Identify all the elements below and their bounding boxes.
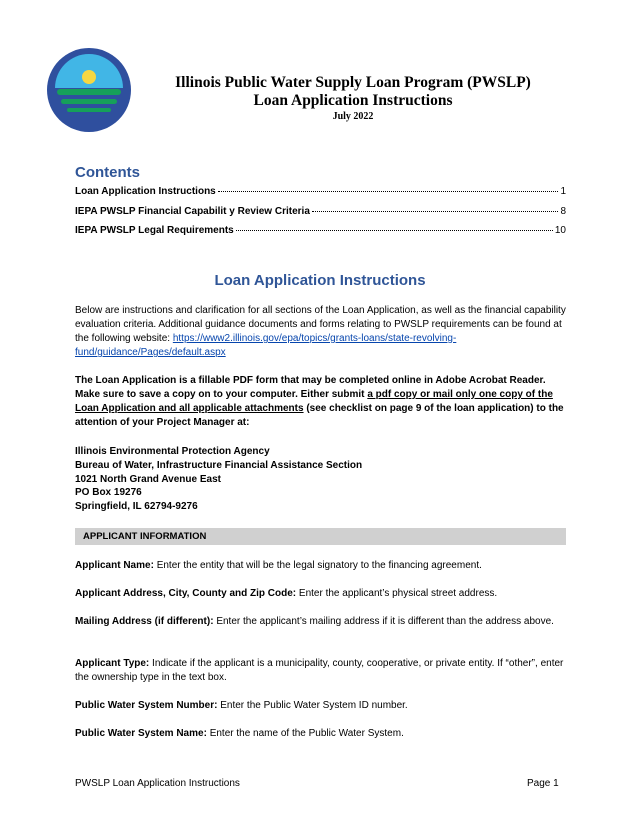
field-label: Public Water System Name:	[75, 728, 207, 739]
field-applicant-address	[75, 587, 566, 601]
toc-label: Loan Application Instructions	[75, 186, 216, 197]
address-line-city: Springfield, IL 62794-9276	[75, 501, 198, 513]
guidance-link[interactable]: https://www2.illinois.gov/epa/topics/grants-loans/state-revolving-fund/guidance/Pages/default.aspx	[75, 333, 457, 358]
submission-text-1: The Loan Application is a fillable PDF form that may be completed online in Adobe Acrobat Reader. Make sure to save a copy on to your computer. Either submit	[75, 375, 546, 400]
intro-paragraph	[75, 304, 566, 360]
intro-text: Below are instructions and clarification for all sections of the Loan Application, as well as the financial capability evaluation criteria. Additional guidance documents and forms relating to PWSLP requirements can be found at the following website:	[75, 305, 566, 344]
toc-leader	[218, 191, 559, 192]
document-title	[140, 74, 566, 123]
submission-paragraph	[75, 374, 566, 430]
toc-page: 10	[554, 225, 566, 236]
document-date: July 2022	[332, 111, 374, 122]
field-text: Enter the Public Water System ID number.	[220, 700, 408, 711]
iepa-logo	[47, 48, 131, 132]
field-label: Mailing Address (if different):	[75, 616, 214, 627]
title-line-2: Loan Application Instructions	[253, 92, 453, 109]
field-applicant-type	[75, 657, 566, 685]
toc-label: IEPA PWSLP Financial Capabilit y Review Criteria	[75, 206, 310, 217]
submission-underline-1: a pdf copy or mail only one copy of the	[367, 389, 553, 400]
submission-text-2: (see checklist on page 9 of the loan application) to the attention of your Project Manager at:	[75, 403, 564, 428]
field-mailing-address	[75, 615, 566, 629]
field-applicant-name	[75, 559, 566, 573]
toc-leader	[312, 211, 559, 212]
toc-leader	[236, 230, 553, 231]
address-line-agency: Illinois Environmental Protection Agency	[75, 446, 270, 457]
field-public-water-system-number	[75, 699, 566, 713]
address-line-street: 1021 North Grand Avenue East	[75, 473, 221, 485]
field-text: Indicate if the applicant is a municipality, county, cooperative, or private entity. If “other”, enter the ownership type in the text box.	[75, 658, 564, 683]
field-label: Applicant Type:	[75, 658, 150, 669]
submission-underline-2: Loan Application and all applicable attachments	[75, 403, 304, 414]
contents-heading: Contents	[75, 164, 140, 181]
toc-page: 8	[560, 206, 566, 217]
toc-item-legal-requirements[interactable]	[75, 225, 566, 236]
applicant-information-label: APPLICANT INFORMATION	[83, 531, 207, 542]
title-line-1: Illinois Public Water Supply Loan Program (PWSLP)	[175, 74, 531, 91]
field-label: Public Water System Number:	[75, 700, 218, 711]
address-line-pobox: PO Box 19276	[75, 487, 142, 499]
field-label: Applicant Address, City, County and Zip Code:	[75, 588, 297, 599]
address-line-bureau: Bureau of Water, Infrastructure Financial Assistance Section	[75, 459, 363, 471]
toc-page: 1	[560, 186, 566, 197]
field-label: Applicant Name:	[75, 560, 154, 571]
toc-label: IEPA PWSLP Legal Requirements	[75, 225, 234, 236]
toc-item-loan-application[interactable]	[75, 186, 566, 197]
field-text: Enter the entity that will be the legal signatory to the financing agreement.	[156, 560, 482, 571]
footer-page-number: Page 1	[527, 778, 559, 789]
field-text: Enter the applicant’s mailing address if it is different than the address above.	[216, 616, 554, 627]
mailing-address	[75, 445, 362, 514]
footer-title: PWSLP Loan Application Instructions	[75, 778, 240, 789]
section-heading: Loan Application Instructions	[214, 272, 426, 289]
toc-item-financial-capability[interactable]	[75, 206, 566, 217]
field-public-water-system-name	[75, 727, 566, 741]
applicant-information-bar	[75, 528, 566, 545]
field-text: Enter the name of the Public Water System.	[209, 728, 404, 739]
field-text: Enter the applicant’s physical street address.	[298, 588, 498, 599]
